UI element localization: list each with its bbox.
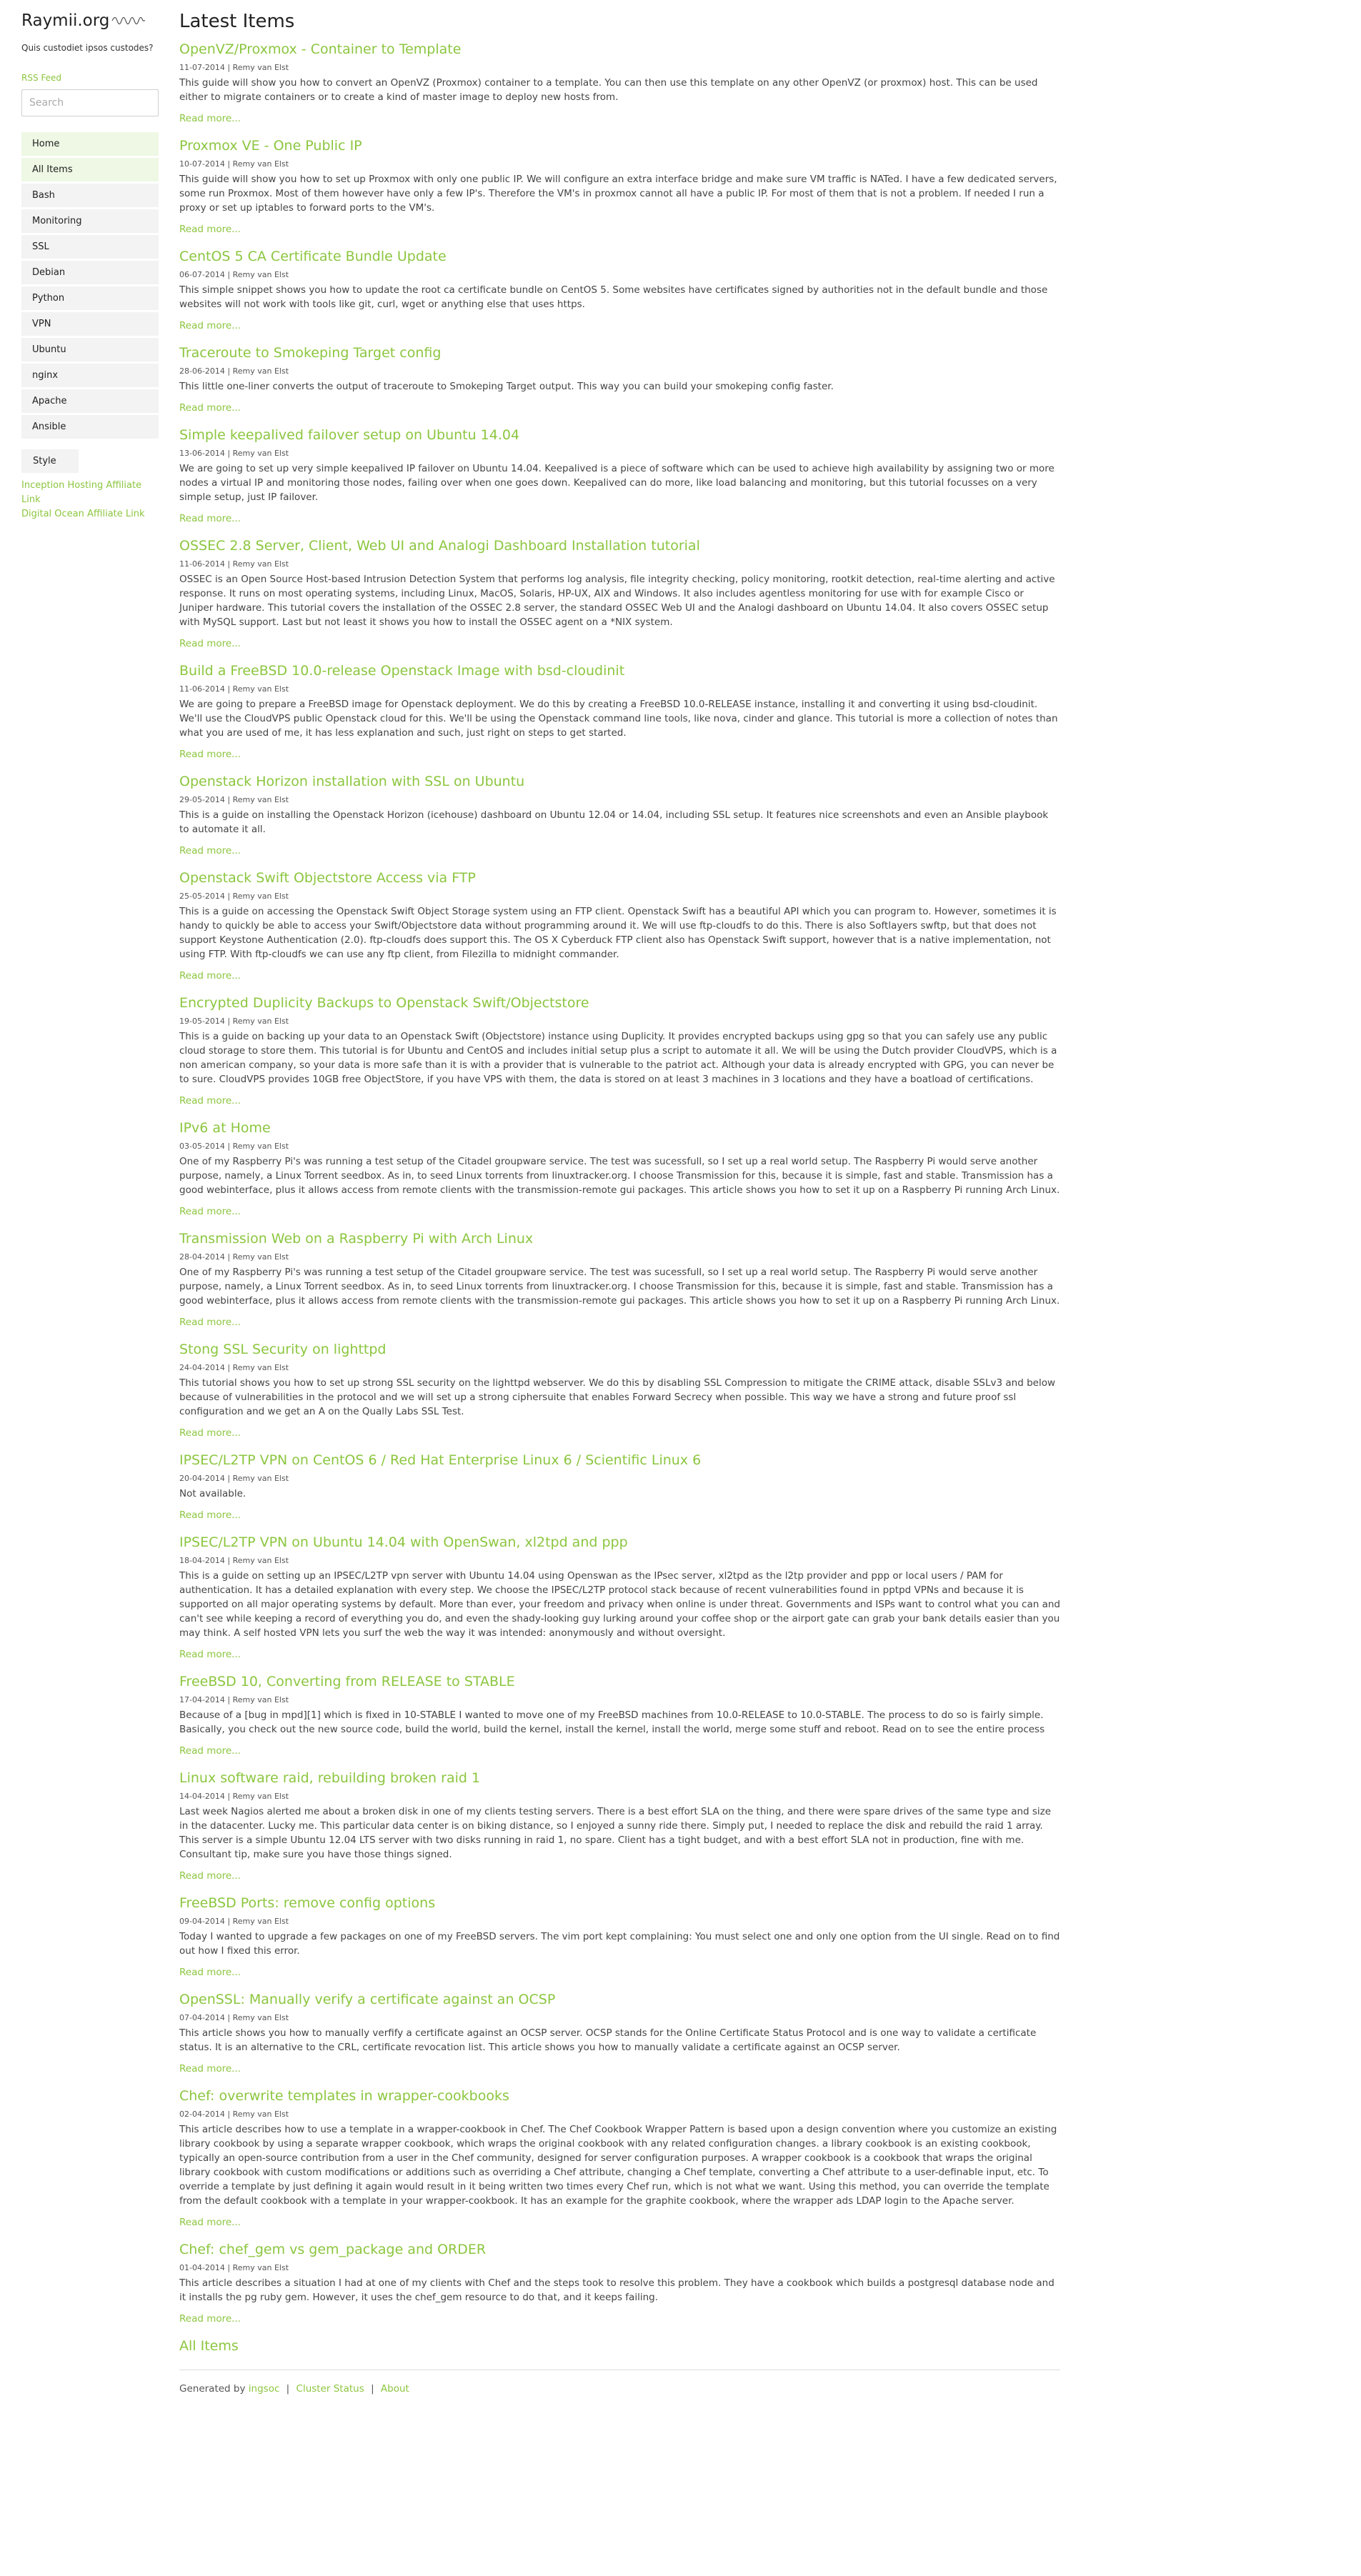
article-title-link[interactable]: OSSEC 2.8 Server, Client, Web UI and Analogi Dashboard Installation tutorial [179,538,700,554]
article-title-link[interactable]: CentOS 5 CA Certificate Bundle Update [179,249,447,264]
article-title-link[interactable]: OpenSSL: Manually verify a certificate against an OCSP [179,1992,556,2007]
article-meta: 25-05-2014 | Remy van Elst [179,892,289,901]
read-more-link[interactable]: Read more... [179,113,241,124]
footer-separator: | [286,2383,290,2395]
article-item [179,1894,1060,1980]
affiliate-link[interactable]: Inception Hosting Affiliate Link [21,480,142,505]
read-more-link[interactable]: Read more... [179,1206,241,1217]
article-meta: 07-04-2014 | Remy van Elst [179,2013,289,2022]
read-more-link[interactable]: Read more... [179,1317,241,1328]
article-title-link[interactable]: Linux software raid, rebuilding broken raid 1 [179,1770,481,1786]
article-summary: This article describes how to use a template in a wrapper-cookbook in Chef. The Chef Cookbook Wrapper Pattern is based upon a design convention where you customize an existing library cookbook by using a separate wrapper cookbook, which wraps the original cookbook with any related configuration changes. a library cookbook is an existing cookbook, typically an open-source contribution from a user in the Chef community, designed for server configuration purposes. A wrapper cookbook is a cookbook that wraps the original library cookbook with custom modifications or additions such as overriding a Chef attribute, changing a Chef template, converting a Chef attribute to a user-definable input, etc. To override a template by just defining it again would result in it being written two times every Chef run, which is not what we want. Using this method, you can override the template from the default cookbook with a template in your wrapper-cookbook. It has an example for the graphite cookbook, where the wrapper ads LDAP login to the Apache server. [179,2124,1057,2207]
article-title-link[interactable]: Encrypted Duplicity Backups to Openstack Swift/Objectstore [179,995,589,1011]
read-more-link[interactable]: Read more... [179,1095,241,1107]
read-more-link[interactable]: Read more... [179,2313,241,2325]
read-more-link[interactable]: Read more... [179,1509,241,1521]
read-more-link[interactable]: Read more... [179,749,241,760]
sidebar-item-ansible[interactable]: Ansible [21,415,159,439]
article-item [179,1451,1060,1522]
article-summary: This is a guide on installing the Openstack Horizon (icehouse) dashboard on Ubuntu 12.04 or 14.04, including SSL setup. It features nice screenshots and even an Ansible playbook to automate it all. [179,809,1049,835]
article-item [179,426,1060,526]
footer-about-link[interactable]: About [380,2383,409,2395]
article-summary: This tutorial shows you how to set up strong SSL security on the lighttpd webserver. We do this by disabling SSL Compression to mitigate the CRIME attack, disable SSLv3 and below because of vulnerabilities in the protocol and we will set up a strong ciphersuite that enables Forward Secrecy when possible. This way we have a strong and future proof ssl configuration and we get an A on the Qually Labs SSL Test. [179,1377,1056,1417]
read-more-link[interactable]: Read more... [179,1649,241,1660]
sidebar-item-debian[interactable]: Debian [21,261,159,284]
sidebar [21,11,159,521]
article-summary: This is a guide on setting up an IPSEC/L2TP vpn server with Ubuntu 14.04 using Openswan as the IPsec server, xl2tpd as the l2tp provider and ppp or local users / PAM for authentication. It has a detailed explanation with every step. We choose the IPSEC/L2TP protocol stack because of recent vulnerabilities found in pptpd VPNs and because it is supported on all major operating systems by default. More than ever, your freedom and privacy when online is under threat. Governments and ISPs want to control what you can and can't see while keeping a record of everything you do, and even the shady-looking guy lurking around your coffee shop or the airport gate can grab your bank details easier than you may think. A self hosted VPN lets you surf the web the way it was intended: anonymously and without oversight. [179,1570,1060,1639]
article-title-link[interactable]: Build a FreeBSD 10.0-release Openstack Image with bsd-cloudinit [179,663,625,679]
footer [179,2383,1060,2395]
sidebar-item-apache[interactable]: Apache [21,389,159,413]
article-summary: This article describes a situation I had at one of my clients with Chef and the steps took to resolve this problem. They have a cookbook which builds a postgresql database node and it installs the pg ruby gem. However, it uses the chef_gem resource to do that, and it keeps failing. [179,2277,1055,2303]
sidebar-nav [21,132,159,439]
article-summary: Last week Nagios alerted me about a broken disk in one of my clients testing servers. There is a best effort SLA on the thing, and there were spare drives of the same type and size in the datacenter. Lucky me. This particular data center is on biking distance, so I enjoyed a sunny ride there. Simply put, I needed to replace the disk and rebuild the raid 1 array. This server is a simple Ubuntu 12.04 LTS server with two disks running in raid 1, no spare. Client has a tight budget, and with a best effort SLA not in production, fine with me. Consultant tip, make sure you have those things signed. [179,1806,1052,1860]
article-meta: 13-06-2014 | Remy van Elst [179,449,289,458]
article-item [179,1340,1060,1440]
article-meta: 14-04-2014 | Remy van Elst [179,1792,289,1801]
footer-generated-by: Generated by [179,2383,246,2395]
read-more-link[interactable]: Read more... [179,513,241,524]
all-items-link[interactable]: All Items [179,2338,239,2354]
article-meta: 09-04-2014 | Remy van Elst [179,1917,289,1926]
article-meta: 18-04-2014 | Remy van Elst [179,1556,289,1565]
article-item [179,1672,1060,1758]
read-more-link[interactable]: Read more... [179,1745,241,1757]
footer-cluster-status-link[interactable]: Cluster Status [296,2383,364,2395]
article-title-link[interactable]: Stong SSL Security on lighttpd [179,1342,387,1357]
article-item [179,1119,1060,1219]
article-item [179,344,1060,415]
article-meta: 03-05-2014 | Remy van Elst [179,1142,289,1151]
article-item [179,1990,1060,2076]
article-list [179,40,1060,2326]
article-title-link[interactable]: Openstack Swift Objectstore Access via FTP [179,870,476,886]
style-button[interactable]: Style [21,449,79,473]
article-item [179,772,1060,858]
article-summary: This is a guide on backing up your data to an Openstack Swift (Objectstore) instance using Duplicity. It provides encrypted backups using gpg so that you can safely use any public cloud storage to store them. This tutorial is for Ubuntu and CentOS and includes initial setup plus a script to automate it all. We will be using the Dutch provider CloudVPS, which is a non american company, so your data is more safe than it is with a provider that is vulnerable to the patriot act. Although your data is already encrypted with GPG, you can never be to sure. CloudVPS provides 10GB free ObjectStore, if you have VPS with them, the data is stored on at least 3 machines in 3 locations and they have a boatload of certifications. [179,1031,1057,1085]
article-item [179,247,1060,333]
read-more-link[interactable]: Read more... [179,845,241,857]
article-summary: This little one-liner converts the output of traceroute to Smokeping Target output. This way you can build your smokeping config faster. [179,381,834,392]
article-item [179,1533,1060,1662]
site-title-text[interactable]: Raymii.org [21,11,110,30]
article-meta: 01-04-2014 | Remy van Elst [179,2263,289,2272]
article-meta: 11-07-2014 | Remy van Elst [179,63,289,72]
article-item [179,40,1060,126]
sidebar-item-nginx[interactable]: nginx [21,364,159,387]
article-meta: 11-06-2014 | Remy van Elst [179,684,289,694]
read-more-link[interactable]: Read more... [179,970,241,982]
site-title[interactable] [21,11,159,30]
article-summary: Not available. [179,1488,246,1499]
article-summary: This guide will show you how to set up Proxmox with only one public IP. We will configure an extra interface bridge and make sure VM traffic is NATed. I have a few dedicated servers, some run Proxmox. Most of them however have only a few IP's. Therefore the VM's in proxmox cannot all have a public IP. For most of them that is not a problem. If needed I run a proxy or set up iptables to forward ports to the VM's. [179,174,1057,214]
article-title-link[interactable]: OpenVZ/Proxmox - Container to Template [179,41,462,57]
page-title: Latest Items [179,11,295,32]
article-item [179,2087,1060,2230]
article-summary: This is a guide on accessing the Openstack Swift Object Storage system using an FTP client. Openstack Swift has a beautiful API which you can program to. However, sometimes it is handy to quickly be able to access your Swift/Objectstore data without programming around it. We will use ftp-cloudfs to do this. There is also Softlayers swftp, but that does not support Keystone Authentication (2.0). ftp-cloudfs does support this. The OS X Cyberduck FTP client also has Openstack Swift support, however that is a native implementation, not using FTP. With ftp-cloudfs we can use any ftp client, from Filezilla to midnight commander. [179,906,1057,960]
affiliate-link[interactable]: Digital Ocean Affiliate Link [21,509,145,519]
sidebar-item-ubuntu[interactable]: Ubuntu [21,338,159,361]
article-item [179,869,1060,983]
article-title-link[interactable]: Openstack Horizon installation with SSL on Ubuntu [179,774,525,789]
article-summary: One of my Raspberry Pi's was running a test setup of the Citadel groupware service. The test was sucessfull, so I set up a real world setup. The Raspberry Pi would serve another purpose, namely, a Linux Torrent seedbox. As in, to seed Linux torrents from linuxtracker.org. I choose Transmission for this, because it is simple, fast and stable. Transmission has a good webinterface, plus it allows access from remote clients with the transmission-remote gui packages. This article shows you how to set it up on a Raspberry Pi running Arch Linux. [179,1156,1060,1196]
article-meta: 28-06-2014 | Remy van Elst [179,366,289,376]
article-title-link[interactable]: Simple keepalived failover setup on Ubuntu 14.04 [179,427,520,443]
article-meta: 02-04-2014 | Remy van Elst [179,2110,289,2119]
site-tagline: Quis custodiet ipsos custodes? [21,43,154,53]
read-more-link[interactable]: Read more... [179,224,241,235]
article-title-link[interactable]: Traceroute to Smokeping Target config [179,345,442,361]
article-meta: 28-04-2014 | Remy van Elst [179,1252,289,1262]
footer-generator-link[interactable]: ingsoc [248,2383,280,2395]
article-summary: We are going to prepare a FreeBSD image for Openstack deployment. We do this by creating a FreeBSD 10.0-RELEASE instance, installing it and converting it using bsd-cloudinit. We'll use the CloudVPS public Openstack cloud for this. We'll be using the Openstack command line tools, like nova, cinder and glance. This tutorial is more a collection of notes than what you are used of me, it has less explanation and such, just right on steps to get started. [179,699,1058,739]
article-summary: This simple snippet shows you how to update the root ca certificate bundle on CentOS 5. Some websites have certificates signed by authorities not in the default bundle and those websites will not work with tools like git, curl, wget or anything else that uses https. [179,284,1048,310]
sidebar-item-python[interactable]: Python [21,286,159,310]
article-item [179,1769,1060,1883]
read-more-link[interactable]: Read more... [179,2063,241,2075]
article-item [179,536,1060,651]
article-summary: Because of a [bug in mpd][1] which is fixed in 10-STABLE I wanted to move one of my FreeBSD machines from 10.0-RELEASE to 10.0-STABLE. The process to do so is fairly simple. Basically, you check out the new source code, build the world, build the kernel, install the kernel, install the world, merge some stuff and reboot. Read on to see the entire process [179,1709,1045,1735]
sidebar-item-all-items[interactable]: All Items [21,158,159,181]
article-title-link[interactable]: Proxmox VE - One Public IP [179,138,362,154]
rss-feed-link[interactable]: RSS Feed [21,73,62,83]
article-meta: 10-07-2014 | Remy van Elst [179,159,289,169]
article-item [179,994,1060,1108]
article-meta: 24-04-2014 | Remy van Elst [179,1363,289,1372]
article-title-link[interactable]: IPv6 at Home [179,1120,271,1136]
sidebar-item-monitoring[interactable]: Monitoring [21,209,159,233]
article-summary: Today I wanted to upgrade a few packages on one of my FreeBSD servers. The vim port kept complaining: You must select one and only one option from the UI single. Read on to find out how I fixed this error. [179,1931,1060,1957]
article-title-link[interactable]: FreeBSD Ports: remove config options [179,1895,436,1911]
article-summary: This article shows you how to manually verfify a certificate against an OCSP server. OCSP stands for the Online Certificate Status Protocol and is one way to validate a certificate status. It is an alternative to the CRL, certificate revocation list. This article shows you how to manually validate a certificate against an OCSP server. [179,2027,1037,2053]
sidebar-item-vpn[interactable]: VPN [21,312,159,336]
read-more-link[interactable]: Read more... [179,2217,241,2228]
article-summary: This guide will show you how to convert an OpenVZ (Proxmox) container to a template. You can then use this template on any other OpenVZ (or proxmox) host. This can be used either to migrate containers or to create a kind of master image to deploy new hosts from. [179,77,1038,103]
article-meta: 06-07-2014 | Remy van Elst [179,270,289,279]
article-title-link[interactable]: Chef: chef_gem vs gem_package and ORDER [179,2242,487,2257]
read-more-link[interactable]: Read more... [179,402,241,414]
article-summary: We are going to set up very simple keepalived IP failover on Ubuntu 14.04. Keepalived is a piece of software which can be used to achieve high availability by assigning two or more nodes a virtual IP and monitoring those nodes, failing over when one goes down. Keepalived can do more, like load balancing and monitoring, but this tutorial focusses on a very simple setup, just IP failover. [179,463,1055,503]
search-input[interactable] [21,89,159,116]
article-title-link[interactable]: FreeBSD 10, Converting from RELEASE to STABLE [179,1674,515,1689]
article-meta: 20-04-2014 | Remy van Elst [179,1474,289,1483]
article-title-link[interactable]: IPSEC/L2TP VPN on CentOS 6 / Red Hat Enterprise Linux 6 / Scientific Linux 6 [179,1452,702,1468]
read-more-link[interactable]: Read more... [179,1967,241,1978]
article-meta: 19-05-2014 | Remy van Elst [179,1017,289,1026]
article-item [179,2240,1060,2326]
article-meta: 17-04-2014 | Remy van Elst [179,1695,289,1704]
article-meta: 29-05-2014 | Remy van Elst [179,795,289,804]
sidebar-item-ssl[interactable]: SSL [21,235,159,259]
sidebar-item-home[interactable]: Home [21,132,159,156]
read-more-link[interactable]: Read more... [179,638,241,649]
sidebar-item-bash[interactable]: Bash [21,184,159,207]
affiliate-links [21,479,159,521]
squiggle-logo-icon [111,16,146,26]
article-summary: OSSEC is an Open Source Host-based Intrusion Detection System that performs log analysis, file integrity checking, policy monitoring, rootkit detection, real-time alerting and active response. It runs on most operating systems, including Linux, MacOS, Solaris, HP-UX, AIX and Windows. It also includes agentless monitoring for use with for example Cisco or Juniper hardware. This tutorial covers the installation of the OSSEC 2.8 server, the standard OSSEC Web UI and the Analogi dashboard on Ubuntu 14.04. It also covers OSSEC setup with MySQL support. Last but not least it shows you how to install the OSSEC agent on a *NIX system. [179,574,1055,628]
article-title-link[interactable]: Transmission Web on a Raspberry Pi with Arch Linux [179,1231,534,1247]
article-meta: 11-06-2014 | Remy van Elst [179,559,289,569]
footer-separator: | [371,2383,374,2395]
article-item [179,662,1060,762]
article-title-link[interactable]: IPSEC/L2TP VPN on Ubuntu 14.04 with OpenSwan, xl2tpd and ppp [179,1534,628,1550]
read-more-link[interactable]: Read more... [179,1427,241,1439]
read-more-link[interactable]: Read more... [179,320,241,331]
article-title-link[interactable]: Chef: overwrite templates in wrapper-cookbooks [179,2088,509,2104]
article-item [179,1229,1060,1329]
read-more-link[interactable]: Read more... [179,1870,241,1882]
article-summary: One of my Raspberry Pi's was running a test setup of the Citadel groupware service. The test was sucessfull, so I set up a real world setup. The Raspberry Pi would serve another purpose, namely, a Linux Torrent seedbox. As in, to seed Linux torrents from linuxtracker.org. I choose Transmission for this, because it is simple, fast and stable. Transmission has a good webinterface, plus it allows access from remote clients with the transmission-remote gui packages. This article shows you how to set it up on a Raspberry Pi running Arch Linux. [179,1267,1060,1307]
main-content [179,10,1060,2395]
article-item [179,136,1060,236]
